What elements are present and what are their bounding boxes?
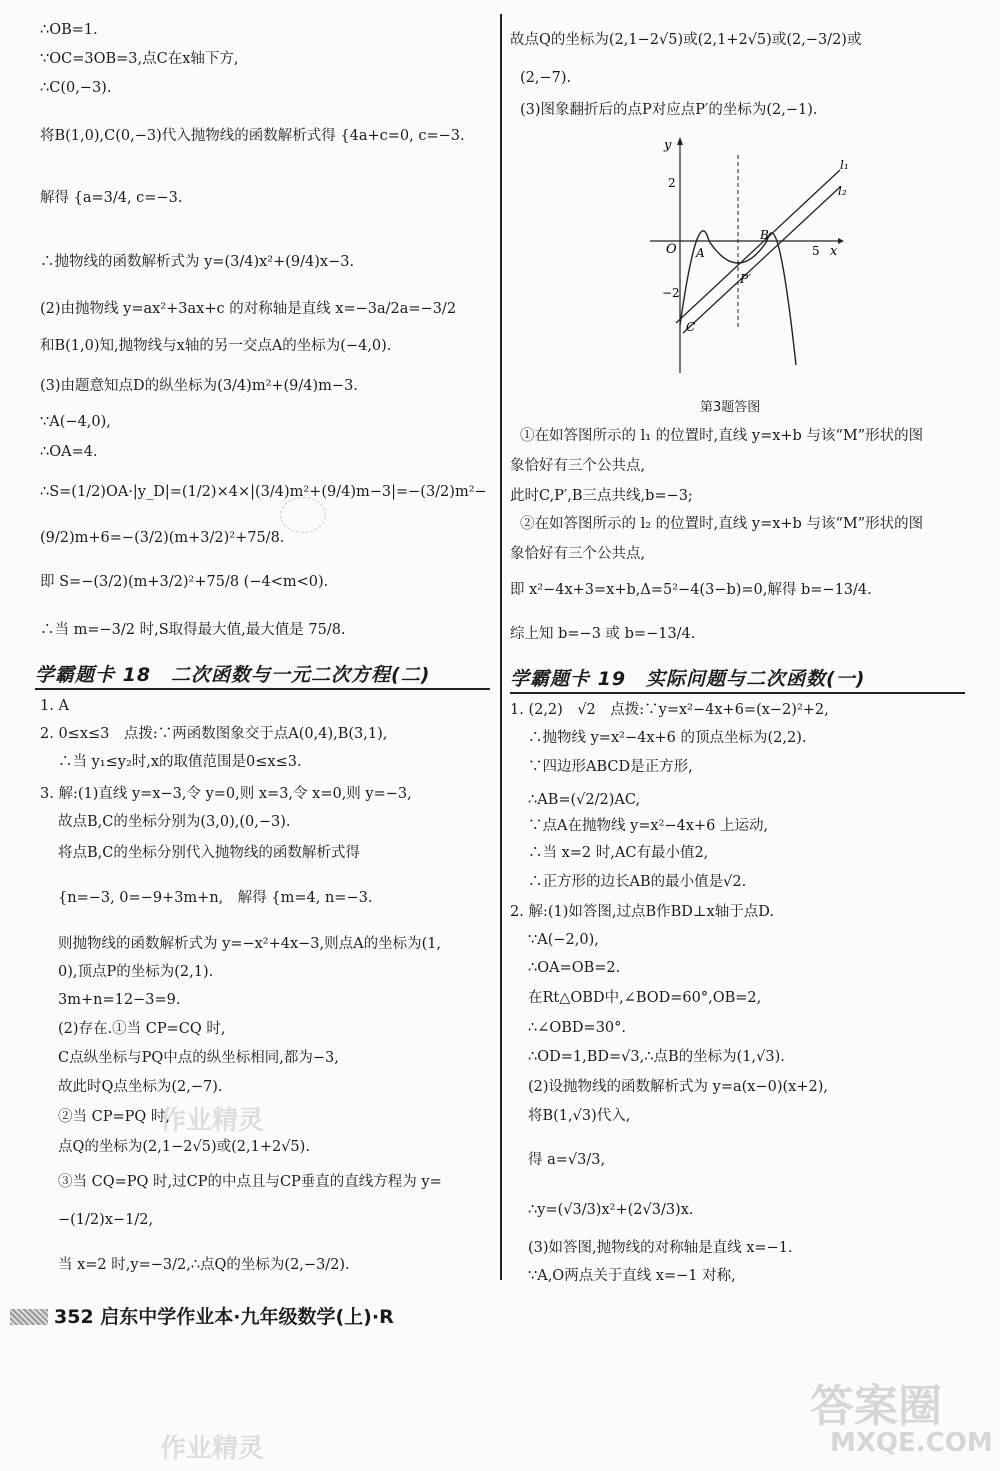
page-footer <box>10 1302 394 1329</box>
watermark-url: MXQE.COM <box>830 1428 993 1458</box>
heading-underline <box>510 692 965 694</box>
column-divider <box>500 14 502 1280</box>
stamp-mark <box>280 497 326 533</box>
line-l2 <box>683 187 840 333</box>
text-line: 即 x²−4x+3=x+b,Δ=5²−4(3−b)=0,解得 b=−13/4. <box>510 582 872 598</box>
text-line: 点Q的坐标为(2,1−2√5)或(2,1+2√5). <box>58 1139 310 1155</box>
text-line: ∵A,O两点关于直线 x=−1 对称, <box>528 1268 736 1284</box>
text-line: 3. 解:(1)直线 y=x−3,令 y=0,则 x=3,令 x=0,则 y=−3, <box>40 786 412 802</box>
text-line: ∴抛物线 y=x²−4x+6 的顶点坐标为(2,2). <box>528 730 807 746</box>
tick-label-5: 5 <box>812 244 820 258</box>
text-line: 在Rt△OBD中,∠BOD=60°,OB=2, <box>528 990 762 1006</box>
point-c-label: C <box>686 320 696 334</box>
text-line: 象恰好有三个公共点, <box>510 458 646 474</box>
text-line: 则抛物线的函数解析式为 y=−x²+4x−3,则点A的坐标为(1, <box>58 936 442 952</box>
text-line: ∴正方形的边长AB的最小值是√2. <box>528 874 747 890</box>
watermark: 作业精灵 <box>160 1434 265 1464</box>
text-line: ∵A(−4,0), <box>40 414 111 430</box>
text-line: 故点B,C的坐标分别为(3,0),(0,−3). <box>58 814 291 830</box>
text-line: ∴当 x=2 时,AC有最小值2, <box>528 845 709 861</box>
x-label: x <box>830 244 838 259</box>
watermark: 作业精灵 <box>160 1106 265 1136</box>
text-line: ①在如答图所示的 l₁ 的位置时,直线 y=x+b 与该“M”形状的图 <box>520 428 924 444</box>
text-line: ∴∠OBD=30°. <box>528 1020 627 1036</box>
text-line: ∵点A在抛物线 y=x²−4x+6 上运动, <box>528 818 769 834</box>
text-line: 1. (2,2) √2 点拨:∵y=x²−4x+6=(x−2)²+2, <box>510 702 829 718</box>
text-line: ∴抛物线的函数解析式为 y=(3/4)x²+(9/4)x−3. <box>40 254 355 270</box>
text-line: 综上知 b=−3 或 b=−13/4. <box>510 626 696 642</box>
text-line: ∴OD=1,BD=√3,∴点B的坐标为(1,√3). <box>528 1049 785 1065</box>
origin-label: O <box>666 242 677 257</box>
text-line: 将B(1,0),C(0,−3)代入抛物线的函数解析式得 {4a+c=0, c=−3. <box>40 128 465 144</box>
text-line: 得 a=√3/3, <box>528 1152 606 1168</box>
point-b-label: B <box>760 228 769 242</box>
tick-label-neg2: −2 <box>662 286 680 300</box>
text-line: 将B(1,√3)代入, <box>528 1108 631 1124</box>
tick-label-2: 2 <box>668 176 676 190</box>
figure-caption: 第3题答图 <box>700 400 761 415</box>
y-label: y <box>664 138 672 153</box>
text-line: ∴AB=(√2/2)AC, <box>528 792 641 808</box>
text-line: ∴OA=4. <box>40 444 98 460</box>
heading-underline <box>35 688 490 690</box>
text-line: ②在如答图所示的 l₂ 的位置时,直线 y=x+b 与该“M”形状的图 <box>520 516 924 532</box>
text-line: ∴S=(1/2)OA·|y_D|=(1/2)×4×|(3/4)m²+(9/4)m−3|=−(3/2)m²− <box>40 484 487 500</box>
text-line: 此时C,P′,B三点共线,b=−3; <box>510 488 693 504</box>
text-line: 0),顶点P的坐标为(2,1). <box>58 964 214 980</box>
text-line: (2)由抛物线 y=ax²+3ax+c 的对称轴是直线 x=−3a/2a=−3/2 <box>40 301 457 317</box>
text-line: ∴C(0,−3). <box>40 80 112 96</box>
text-line: (3)图象翻折后的点P对应点P′的坐标为(2,−1). <box>520 102 818 118</box>
text-line: 2. 解:(1)如答图,过点B作BD⊥x轴于点D. <box>510 904 774 920</box>
text-line: (2,−7). <box>520 70 572 86</box>
text-line: 1. A <box>40 698 69 714</box>
text-line: ∴OA=OB=2. <box>528 960 621 976</box>
text-line: ∵四边形ABCD是正方形, <box>528 759 693 775</box>
y-arrow-icon <box>677 137 683 145</box>
footer-text: 352 启东中学作业本·九年级数学(上)·R <box>54 1306 394 1328</box>
text-line: −(1/2)x−1/2, <box>58 1212 154 1228</box>
text-line: 将点B,C的坐标分别代入抛物线的函数解析式得 <box>58 845 360 861</box>
text-line: ②当 CP=PQ 时, <box>58 1109 170 1125</box>
watermark-logo: 答案圈 <box>810 1381 942 1432</box>
text-line: ∵A(−2,0), <box>528 932 599 948</box>
text-line: ∴当 m=−3/2 时,S取得最大值,最大值是 75/8. <box>40 622 346 638</box>
text-line: ③当 CQ=PQ 时,过CP的中点且与CP垂直的直线方程为 y= <box>58 1174 442 1190</box>
text-line: ∴当 y₁≤y₂时,x的取值范围是0≤x≤3. <box>58 754 302 770</box>
text-line: 3m+n=12−3=9. <box>58 992 181 1008</box>
section-heading-19: 学霸题卡 19 实际问题与二次函数(一) <box>510 668 866 690</box>
text-line: 2. 0≤x≤3 点拨:∵两函数图象交于点A(0,4),B(3,1), <box>40 726 388 742</box>
text-line: 解得 {a=3/4, c=−3. <box>40 190 183 206</box>
text-line: 即 S=−(3/2)(m+3/2)²+75/8 (−4<m<0). <box>40 574 329 590</box>
text-line: ∵OC=3OB=3,点C在x轴下方, <box>40 51 239 67</box>
point-p-prime-label: P′ <box>740 272 751 286</box>
point-a-label: A <box>696 246 705 260</box>
text-line: ∴OB=1. <box>40 22 98 38</box>
text-line: 当 x=2 时,y=−3/2,∴点Q的坐标为(2,−3/2). <box>58 1257 350 1273</box>
x-arrow-icon <box>838 238 844 244</box>
text-line: (3)如答图,抛物线的对称轴是直线 x=−1. <box>528 1240 793 1256</box>
text-line: {n=−3, 0=−9+3m+n, 解得 {m=4, n=−3. <box>58 890 373 906</box>
text-line: (3)由题意知点D的纵坐标为(3/4)m²+(9/4)m−3. <box>40 378 358 394</box>
text-line: (9/2)m+6=−(3/2)(m+3/2)²+75/8. <box>40 530 285 546</box>
text-line: C点纵坐标与PQ中点的纵坐标相同,都为−3, <box>58 1050 339 1066</box>
text-line: (2)设抛物线的函数解析式为 y=a(x−0)(x+2), <box>528 1079 828 1095</box>
section-heading-18: 学霸题卡 18 二次函数与一元二次方程(二) <box>35 664 431 686</box>
text-line: (2)存在.①当 CP=CQ 时, <box>58 1021 226 1037</box>
text-line: 故点Q的坐标为(2,1−2√5)或(2,1+2√5)或(2,−3/2)或 <box>510 32 862 48</box>
text-line: 和B(1,0)知,抛物线与x轴的另一交点A的坐标为(−4,0). <box>40 338 392 354</box>
text-line: 故此时Q点坐标为(2,−7). <box>58 1079 223 1095</box>
answer-graph <box>650 135 860 375</box>
text-line: 象恰好有三个公共点, <box>510 546 646 562</box>
l2-label: l₂ <box>838 184 847 198</box>
footer-stripe-icon <box>10 1309 48 1325</box>
text-line: ∴y=(√3/3)x²+(2√3/3)x. <box>528 1202 694 1218</box>
l1-label: l₁ <box>840 158 849 172</box>
